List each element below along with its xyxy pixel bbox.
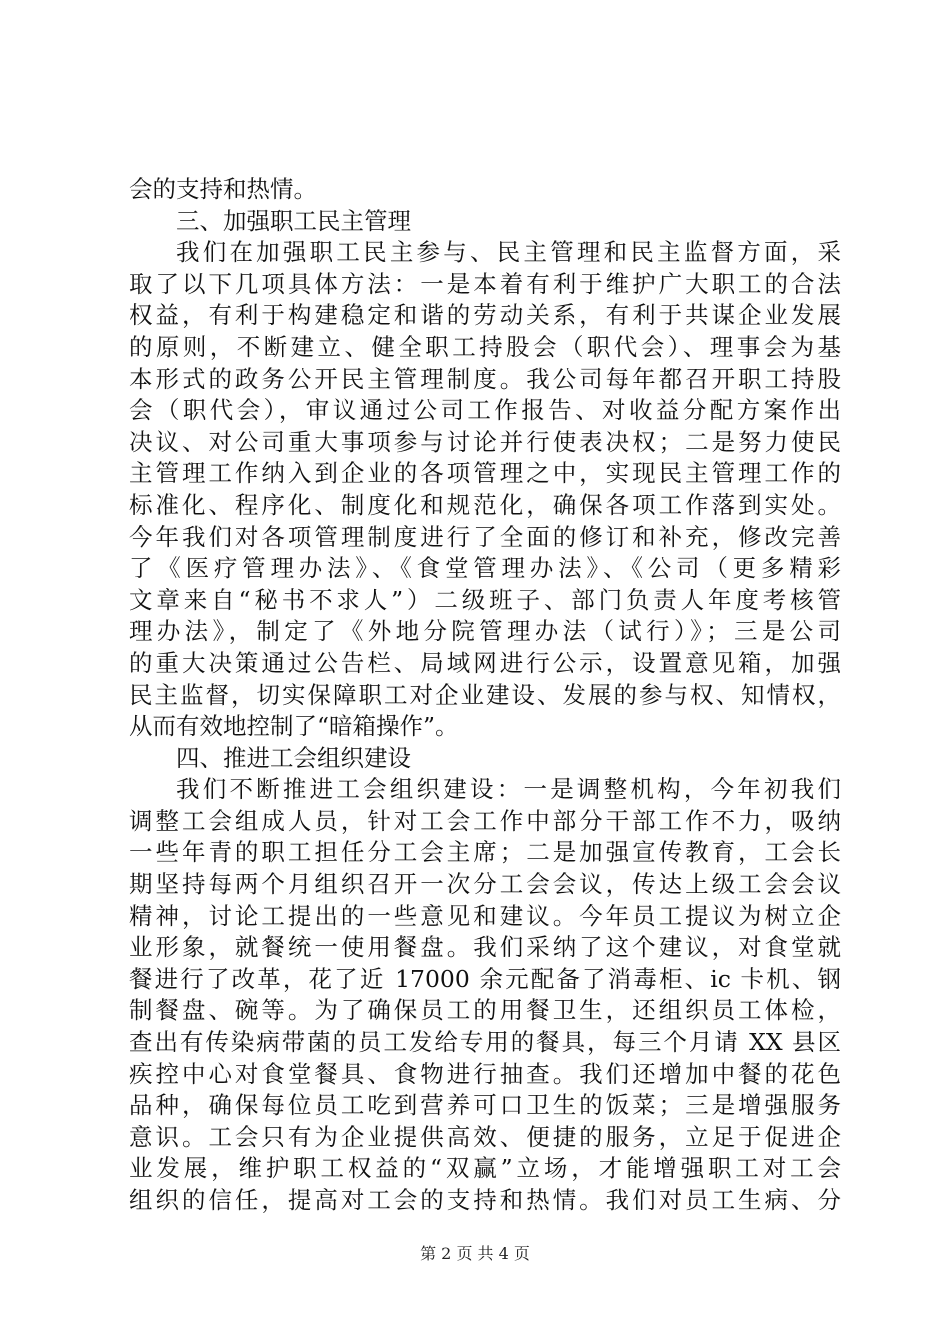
section-heading-4: 四、推进工会组织建设 bbox=[176, 743, 411, 772]
paragraph-line: 本形式的政务公开民主管理制度。我公司每年都召开职工持股 bbox=[129, 364, 841, 393]
paragraph-line: 制餐盘、碗等。为了确保员工的用餐卫生，还组织员工体检， bbox=[129, 996, 841, 1025]
paragraph-line: 组织的信任，提高对工会的支持和热情。我们对员工生病、分 bbox=[129, 1186, 841, 1214]
paragraph-line: 精神，讨论工提出的一些意见和建议。今年员工提议为树立企 bbox=[129, 901, 841, 930]
paragraph-line: 疾控中心对食堂餐具、食物进行抽查。我们还增加中餐的花色 bbox=[129, 1059, 841, 1088]
paragraph-line: 期坚持每两个月组织召开一次分工会会议，传达上级工会会议 bbox=[129, 870, 841, 899]
paragraph-line: 标准化、程序化、制度化和规范化，确保各项工作落到实处。 bbox=[129, 490, 841, 519]
paragraph-line: 会的支持和热情。 bbox=[129, 175, 317, 203]
paragraph-line: 的原则，不断建立、健全职工持股会（职代会）、理事会为基 bbox=[129, 332, 841, 361]
paragraph-line: 的重大决策通过公告栏、局域网进行公示，设置意见箱，加强 bbox=[129, 648, 841, 677]
paragraph-line: 从而有效地控制了“暗箱操作”。 bbox=[129, 712, 459, 741]
paragraph-line: 我们在加强职工民主参与、民主管理和民主监督方面，采 bbox=[176, 238, 841, 267]
paragraph-line: 调整工会组成人员，针对工会工作中部分干部工作不力，吸纳 bbox=[129, 806, 841, 835]
paragraph-line: 意识。工会只有为企业提供高效、便捷的服务，立足于促进企 bbox=[129, 1122, 841, 1151]
section-heading-3: 三、加强职工民主管理 bbox=[176, 206, 411, 235]
paragraph-line: 权益，有利于构建稳定和谐的劳动关系，有利于共谋企业发展 bbox=[129, 301, 841, 330]
paragraph-line: 品种，确保每位员工吃到营养可口卫生的饭菜；三是增强服务 bbox=[129, 1091, 841, 1120]
paragraph-line: 文章来自“秘书不求人”）二级班子、部门负责人年度考核管 bbox=[129, 585, 841, 614]
paragraph-line: 今年我们对各项管理制度进行了全面的修订和补充，修改完善 bbox=[129, 522, 841, 551]
paragraph-line: 了《医疗管理办法》、《食堂管理办法》、《公司（更多精彩 bbox=[129, 554, 841, 583]
paragraph-line: 业形象，就餐统一使用餐盘。我们采纳了这个建议，对食堂就 bbox=[129, 933, 841, 962]
paragraph-line: 一些年青的职工担任分工会主席；二是加强宣传教育，工会长 bbox=[129, 838, 841, 867]
paragraph-line: 决议、对公司重大事项参与讨论并行使表决权；二是努力使民 bbox=[129, 427, 841, 456]
paragraph-line: 取了以下几项具体方法：一是本着有利于维护广大职工的合法 bbox=[129, 269, 841, 298]
paragraph-line: 民主监督，切实保障职工对企业建设、发展的参与权、知情权， bbox=[129, 680, 841, 709]
paragraph-line: 餐进行了改革，花了近 17000 余元配备了消毒柜、ic 卡机、钢 bbox=[129, 964, 841, 993]
paragraph-line: 查出有传染病带菌的员工发给专用的餐具，每三个月请 XX 县区 bbox=[129, 1028, 841, 1057]
paragraph-line: 业发展，维护职工权益的“双赢”立场，才能增强职工对工会 bbox=[129, 1154, 841, 1183]
paragraph-line: 会（职代会），审议通过公司工作报告、对收益分配方案作出 bbox=[129, 396, 841, 425]
paragraph-line: 我们不断推进工会组织建设：一是调整机构，今年初我们 bbox=[176, 775, 841, 804]
paragraph-line: 主管理工作纳入到企业的各项管理之中，实现民主管理工作的 bbox=[129, 459, 841, 488]
paragraph-line: 理办法》，制定了《外地分院管理办法（试行）》；三是公司 bbox=[129, 617, 841, 646]
page-number-footer: 第 2 页 共 4 页 bbox=[420, 1244, 530, 1263]
document-body bbox=[129, 174, 841, 1217]
